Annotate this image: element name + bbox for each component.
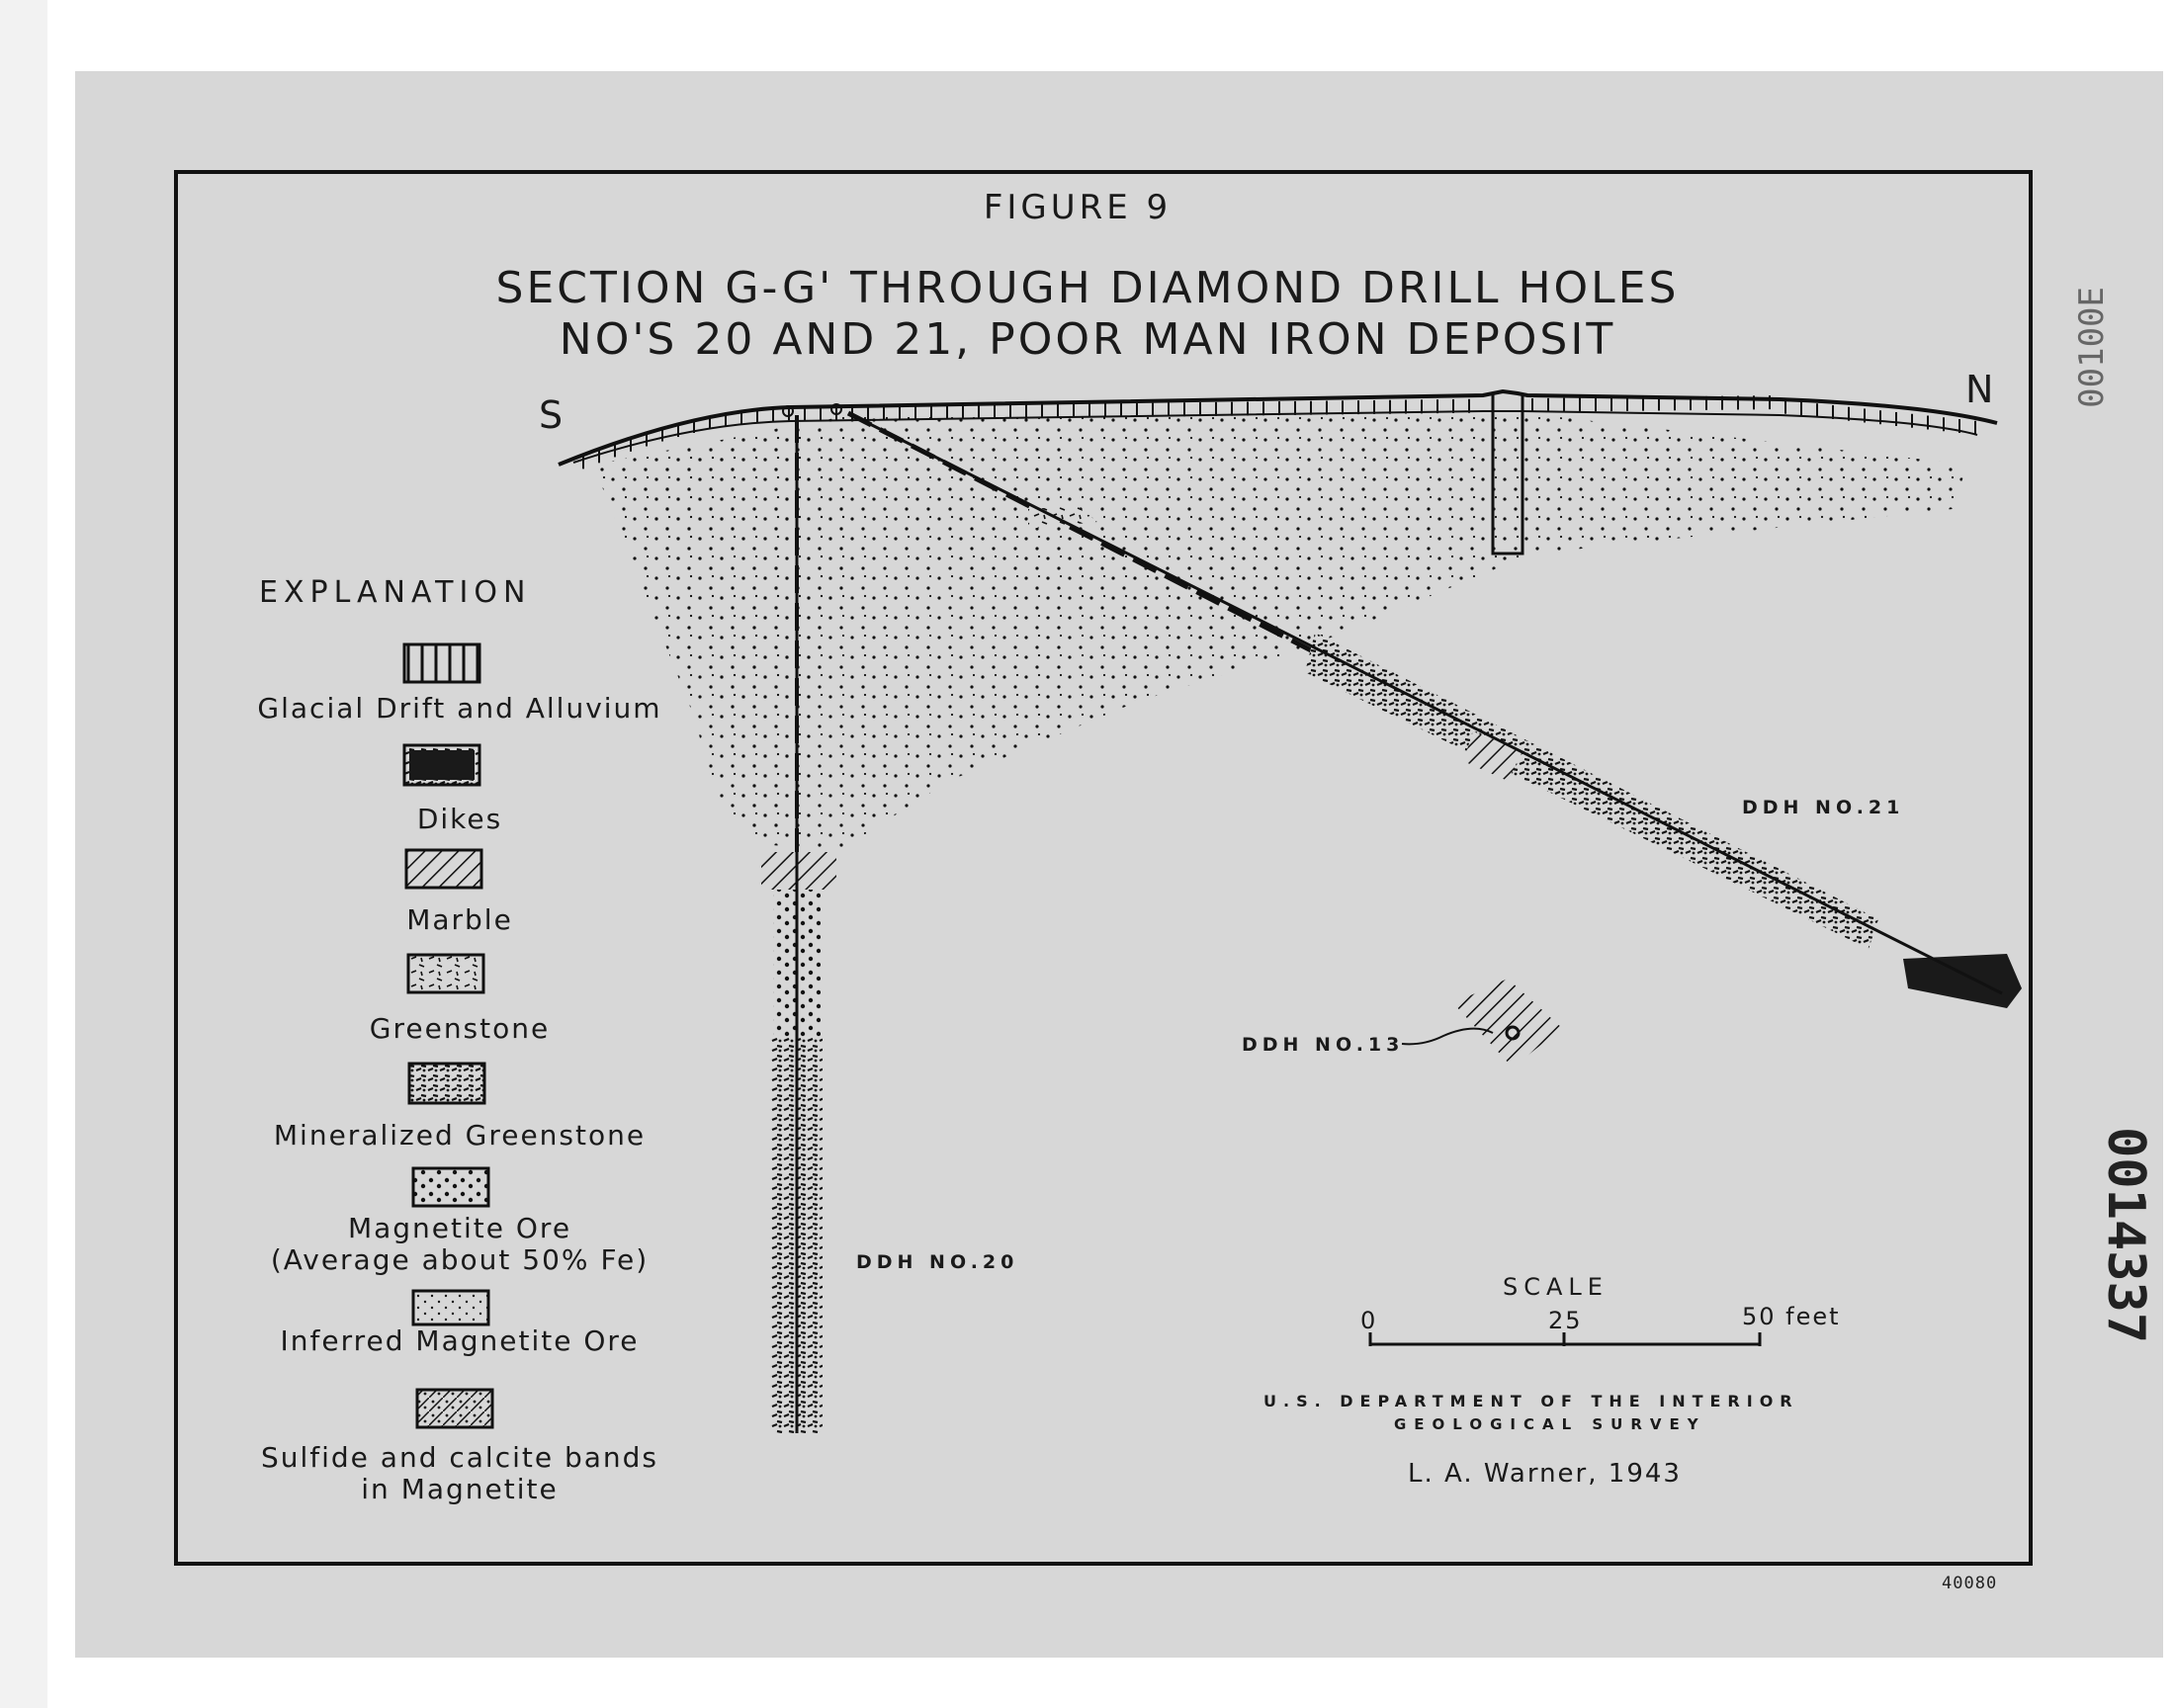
title-line-2: NO'S 20 AND 21, POOR MAN IRON DEPOSIT [559,314,1616,365]
legend-label-mineralized-greenstone: Mineralized Greenstone [273,1119,647,1152]
north-label: N [1965,368,1996,411]
legend-label-sulfide-calcite: Sulfide and calcite bands [260,1441,659,1474]
title-line-1: SECTION G-G' THROUGH DIAMOND DRILL HOLES [495,263,1680,313]
swatch-glacial-drift [404,644,479,682]
ddh13-marble-block [1453,979,1562,1068]
legend-label-inferred-magnetite: Inferred Magnetite Ore [280,1324,640,1357]
swatch-inferred-magnetite [413,1291,488,1324]
explanation-heading: EXPLANATION [259,575,532,610]
scale-heading: SCALE [1503,1273,1609,1301]
ddh21-mineralized-greenstone-interval [1305,633,1878,949]
stamp-top-right: 00100E [2072,287,2112,408]
credit-line-2: GEOLOGICAL SURVEY [1394,1415,1706,1433]
scale-tick-50: 50 feet [1742,1303,1841,1330]
legend-label-magnetite-ore: Magnetite Ore [347,1212,572,1244]
legend-label-marble: Marble [406,903,513,936]
swatch-mineralized-greenstone [409,1064,484,1103]
ddh20-marble-interval [761,852,836,890]
legend-label-dikes: Dikes [416,803,503,835]
legend-label-sulfide-calcite-line2: in Magnetite [361,1473,559,1505]
scale-tick-0: 0 [1360,1307,1378,1334]
swatch-dikes [409,750,475,780]
ddh21-label: DDH NO.21 [1742,797,1905,818]
swatch-marble [406,850,481,888]
legend-label-greenstone: Greenstone [369,1012,551,1045]
legend-label-magnetite-ore-line2: (Average about 50% Fe) [270,1243,650,1276]
sheet-code: 40080 [1942,1574,1998,1593]
credit-line-1: U.S. DEPARTMENT OF THE INTERIOR [1263,1392,1799,1410]
ddh13-label: DDH NO.13 [1242,1034,1405,1056]
south-label: S [539,393,566,437]
legend-label-glacial-drift: Glacial Drift and Alluvium [257,692,662,725]
scale-bar [1370,1332,1760,1346]
figure-label: FIGURE 9 [983,188,1173,227]
ddh21-dike-interval [1903,954,2022,1008]
swatch-magnetite-ore [413,1168,488,1206]
swatch-sulfide-calcite [417,1390,492,1427]
swatch-greenstone [408,955,483,992]
author-credit: L. A. Warner, 1943 [1408,1459,1682,1489]
stamp-right: 0014337 [2096,1127,2155,1344]
scale-tick-25: 25 [1548,1307,1583,1334]
ddh20-label: DDH NO.20 [856,1251,1019,1273]
